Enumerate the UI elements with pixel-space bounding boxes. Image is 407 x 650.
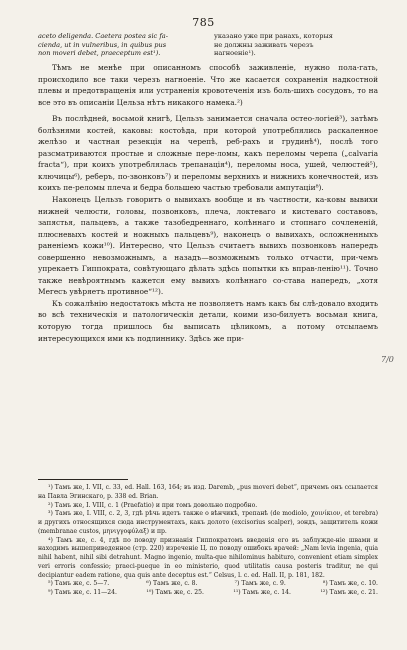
footnote-8: ⁸) Тамъ же, с. 10. [322,580,378,588]
footnote-2: ²) Тамъ же, I. VIII, с. 1 (Praefatio) и при томъ довольно подробно. [48,501,258,509]
footnote-9: ⁹) Тамъ же, с. 11—24. [48,589,117,596]
footnote-3: ³) Тамъ же, I. VIII, с. 2, 3, гдѣ рѣчь идетъ также о вѣнчикѣ, трепанѣ (de modiolo, χοινίκιον, et terebra) и другихъ относящихся сюда инструментахъ, какъ долото (excisorius scalper), зондъ, защититель кожи (membranae custos, μηνιγγοφύλαξ) и пр. [38,510,378,535]
paragraph-1: Тѣмъ не менѣе при описанномъ способѣ заживленіе, нужно пола-гать, происходило все таки черезъ нагноеніе. Что же касается сохраненія надкостной плевы и предотвращенія или устраненія кровотеченія изъ боль-шихъ сосудовъ, то на все это въ описаніи Цельза нѣтъ никакого намека.²) [38,63,378,107]
russian-quote: указано уже при ранахъ, которыя не должны заживать черезъ нагноеніе¹). [214,32,333,58]
body-text [38,62,378,344]
footnote-1: ¹) Тамъ же, I. VII, с. 33, ed. Hall. 163, 164; въ изд. Daremb, „pus moveri debet“, причемъ онъ ссылается на Павла Эгинскаго, р. 338 ed. Brian. [38,484,378,500]
footnote-row-2 [38,589,378,598]
footnote-11: ¹¹) Тамъ же, с. 14. [233,589,291,596]
footnote-10: ¹⁰) Тамъ же, с. 25. [146,589,204,596]
margin-annotation: 7/0 [381,355,394,364]
footnote-7: ⁷) Тамъ же, с. 9. [234,580,286,588]
bilingual-quote [38,32,378,58]
latin-quote: aceto deligenda. Caetera postea sic fa- cienda, ut in vulneribus, in quibus pus non moveri debet, praeceptum est¹). [38,32,168,58]
footnote-6: ⁶) Тамъ же, с. 8. [146,580,198,588]
paragraph-2: Въ послѣдней, восьмой книгѣ, Цельзъ занимается сначала остео-логіей³), затѣмъ болѣзнями костей, каковы: костоѣда, при которой употреблялись раскаленное желѣзо и частная резекція на черепѣ, реб-рахъ и грудинѣ⁴), послѣ того разсматриваются простые и сложные пере-ломы, какъ переломы черепа („calvaria fracta“), при коихъ употреблялась трепанація⁴), переломы носа, ушей, челюстей⁵), ключицы⁶), реберъ, по-звонковъ⁷) и переломы верхнихъ и нижнихъ конечностей, изъ коихъ пе-реломы плеча и бедра большею частью требовали ампутаціи⁸). [38,114,378,193]
page-number: 785 [192,16,215,29]
footnote-12: ¹²) Тамъ же, с. 21. [320,589,378,596]
footnote-4: ⁴) Тамъ же, с. 4, гдѣ по поводу признанія Гиппократомъ введенія его въ заблужде-ніе швами и находимъ вышеприведенное (стр. 220) изреченіе Ц. по поводу ошибокъ врачей: „Nam levia ingenia, quia nihil habent, nihil sibi detrahunt. Magno ingenio, multa-que nihilominus habituro, convenient etiam simplex veri erroris confessio; praeci-pueque in eo ministerio, quod utilitatis causa posteris traditur, ne qui decipiantur eadem ratione, qua quis ante deceptus est.“ Celsus, l. c. ed. Hall. II, p. 181, 182. [38,536,378,579]
footnotes [38,484,378,598]
footnote-divider [38,479,128,480]
footnote-row-1 [38,580,378,589]
paragraph-4: Къ сожалѣнію недостатокъ мѣста не позволяетъ намъ какъ бы слѣ-довало входить во всѣ техническія и патологическія детали, коими изо-билуетъ восьмая книга, которую тогда пришлось бы выписать цѣликомъ, а потому отсылаемъ интересующихся ими къ подлиннику. Здѣсь же при- [38,298,378,343]
paragraph-3: Наконецъ Цельзъ говоритъ о вывихахъ вообще и въ частности, ка-ковы вывихи нижней челюсти, головы, позвонковъ, плеча, локтеваго и кистеваго составовъ, запястья, пальцевъ, а также тазобедреннаго, колѣннаго и стопнаго сочлененій, плюсневыхъ костей и ножныхъ пальцевъ⁹), наконецъ о вывихахъ, осложненныхъ раненіемъ кожи¹⁰). Интересно, что Цельзъ считаетъ вывихъ позвонковъ напередъ совершенно невозможнымъ, а назадъ—возможнымъ только отчасти, при-чемъ упрекаетъ Гиппократа, совѣтующаго дѣлать здѣсь попытки къ вправ-ленію¹¹). Точно также невѣроятнымъ кажется ему вывихъ колѣннаго со-става напередъ, „хотя Мегесъ увѣряетъ противное“¹²). [38,195,378,297]
footnote-5: ⁵) Тамъ же, с. 5—7. [48,580,110,588]
